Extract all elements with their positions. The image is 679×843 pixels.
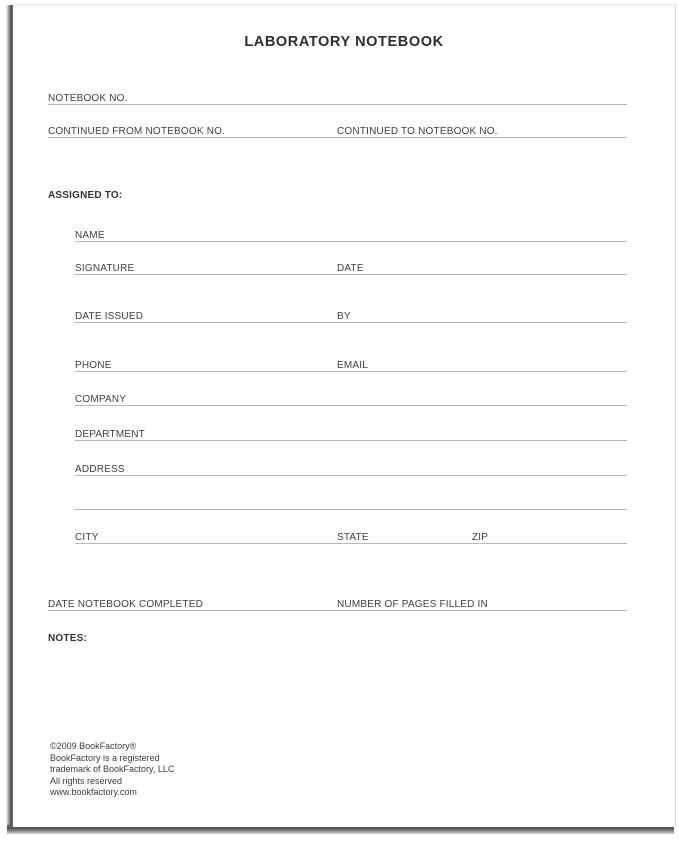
address-fill-line	[75, 461, 627, 476]
city-label: CITY	[75, 532, 99, 543]
notebook-no-label: NOTEBOOK NO.	[48, 93, 128, 104]
name-label: NAME	[75, 230, 105, 241]
continued-notebook-fill-line	[48, 123, 627, 138]
department-label: DEPARTMENT	[75, 429, 145, 440]
date-label: DATE	[337, 263, 364, 274]
signature-date-fill-line	[75, 260, 627, 275]
copyright-block	[50, 741, 174, 799]
address-line2-fill-line	[75, 495, 627, 510]
copyright-line: BookFactory is a registered	[50, 752, 160, 763]
date-completed-label: DATE NOTEBOOK COMPLETED	[48, 599, 203, 610]
page-title: LABORATORY NOTEBOOK	[244, 34, 444, 50]
name-fill-line	[75, 227, 627, 242]
copyright-line: ©2009 BookFactory®	[50, 741, 137, 751]
copyright-website: www.bookfactory.com	[50, 787, 137, 797]
by-label: BY	[337, 311, 351, 322]
address-label: ADDRESS	[75, 464, 125, 475]
company-label: COMPANY	[75, 394, 127, 405]
copyright-line: trademark of BookFactory, LLC	[50, 764, 175, 774]
date-issued-by-fill-line	[75, 308, 627, 323]
city-state-zip-fill-line	[75, 529, 627, 544]
zip-label: ZIP	[472, 532, 489, 543]
email-label: EMAIL	[337, 360, 369, 371]
notes-heading: NOTES:	[48, 633, 87, 644]
pages-filled-label: NUMBER OF PAGES FILLED IN	[337, 599, 488, 610]
notebook-no-fill-line	[48, 90, 627, 105]
phone-label: PHONE	[75, 360, 112, 371]
continued-from-label: CONTINUED FROM NOTEBOOK NO.	[48, 126, 226, 137]
completed-pages-fill-line	[48, 596, 627, 611]
company-fill-line	[75, 391, 627, 406]
copyright-line: All rights reserved	[50, 775, 123, 786]
continued-to-label: CONTINUED TO NOTEBOOK NO.	[337, 126, 498, 137]
department-fill-line	[75, 426, 627, 441]
signature-label: SIGNATURE	[75, 263, 135, 274]
state-label: STATE	[337, 532, 369, 543]
date-issued-label: DATE ISSUED	[75, 311, 144, 322]
assigned-to-heading: ASSIGNED TO:	[48, 190, 123, 201]
phone-email-fill-line	[75, 357, 627, 372]
